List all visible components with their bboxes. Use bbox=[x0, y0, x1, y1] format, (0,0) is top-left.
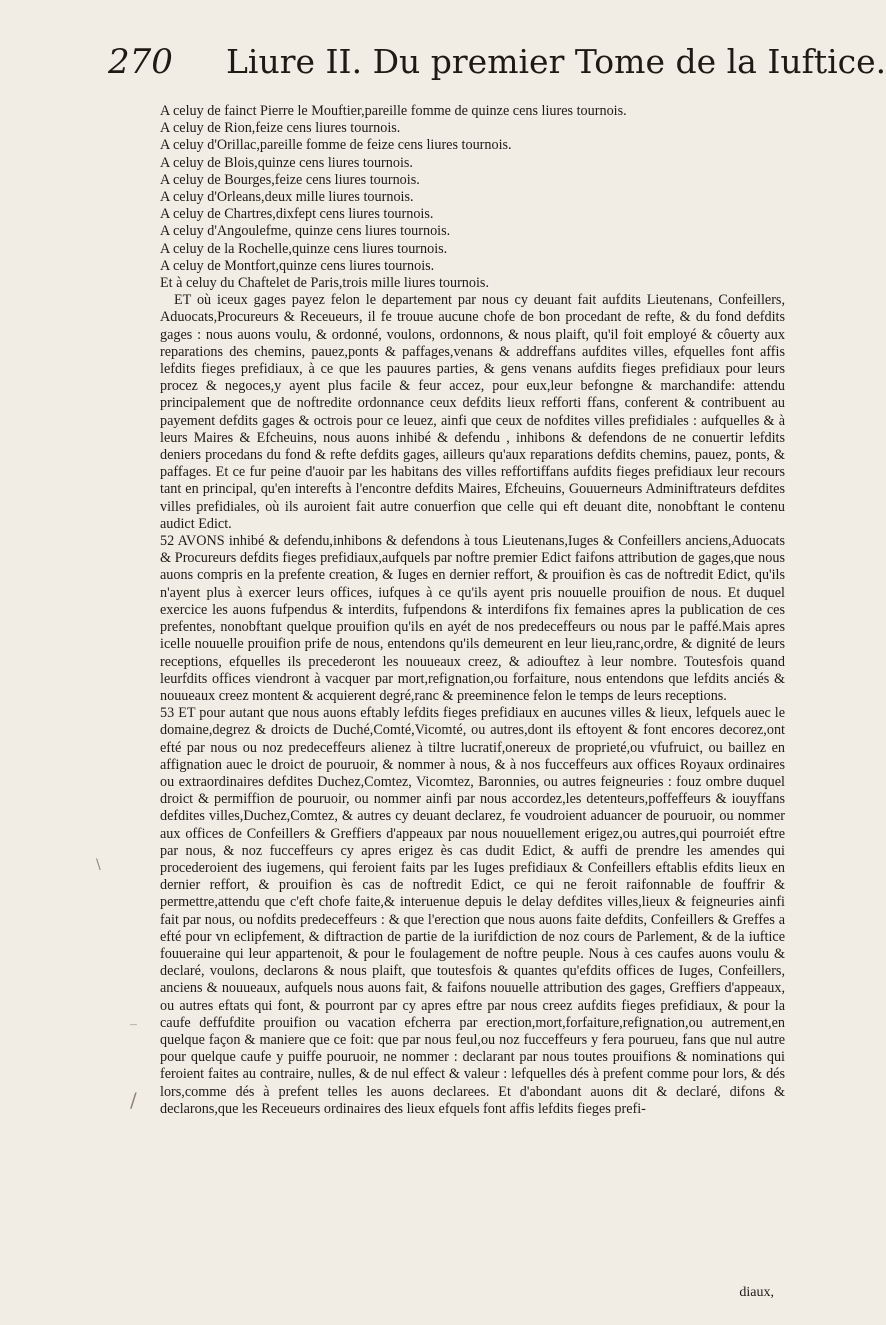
paragraph-article-51 bbox=[160, 292, 785, 533]
list-line: A celuy de Chartres,dixfept cens liures tournois. bbox=[160, 206, 434, 223]
page-header bbox=[108, 42, 886, 88]
body-text bbox=[160, 103, 785, 1118]
page-number: 270 bbox=[108, 42, 173, 82]
paragraph-text: AVONS inhibé & defendu,inhibons & defendons à tous Lieutenans,Iuges & Confeillers anciens,Aduocats & Procureurs defdits fieges prefidiaux,aufquels par noftre premier Edict faifons attribution de gages,que nous auons compris en la prefente creation, & Iuges en dernier reffort, & prouifion ès cas de noftredit Edict, qu'ils n'ayent plus à exercer leurs offices, iufques à ce qu'ils ayent pris nouuelle prouifion de nous. Et duquel exercice les auons fufpendus & interdits, fufpendons & interdifons fix femaines apres la publication de ces prefentes, nonobftant quelque prouifion qu'ils en ayét de nos predeceffeurs ou nous par le paffé.Mais apres icelle nouuelle prouifion prife de nous, entendons qu'ils demeurent en leur lieu,ranc,ordre, & dignité de leurs receptions, efquelles ils precederont les nouueaux creez, & adiouftez à leur nombre. Toutesfois quand leurfdits offices viendront à vacquer par mort,refignation,ou forfaiture, nous entendons que lefdits anciés & nouueaux creez montent & acquierent degré,ranc & preeminence felon le temps de leurs receptions. bbox=[160, 533, 786, 704]
paragraph-article-52 bbox=[160, 533, 785, 705]
list-line: A celuy de Blois,quinze cens liures tournois. bbox=[160, 154, 413, 171]
paragraph-article-53 bbox=[160, 705, 785, 1118]
margin-mark: \ bbox=[96, 857, 101, 873]
list-line: A celuy de Montfort,quinze cens liures tournois. bbox=[160, 257, 435, 274]
running-title: Liure II. Du premier Tome de la Iuftice. bbox=[226, 42, 886, 81]
article-number: 52 bbox=[160, 533, 175, 550]
paragraph-text: ET où iceux gages payez felon le departement par nous cy deuant fait aufdits Lieutenans, Confeillers, Aduocats,Procureurs & Receueurs, il fe trouue aucune chofe de bon procedant de refte, & du fond defdits gages : nous auons voulu, & ordonné, voulons, ordonnons, & nous plaift, qu'il foit employé & côuerty aux reparations des chemins, pauez,ponts & paffages,venans & addreffans aufdites villes, efquelles font affis lefdits fieges prefidiaux, à ce que les pauures parties, & gens venans aufdits fieges prefidiaux pour leurs procez & negoces,y ayent plus facile & feur accez, pour eux,leur befongne & marchandife: attendu principalement que de noftredite ordonnance ceux defdits lieux refforti ffans, conferent & contribuent au payement defdits gages & octrois pour ce leuez, ainfi que ceux de nofdites villes prefidiales : aufquelles & à leurs Maires & Efcheuins, nous auons inhibé & defendu , inhibons & defendons de ne conuertir lefdits deniers procedans du fond & refte defdits gages, ailleurs qu'aux reparations defdits chemins, pauez, ponts, & paffages. Et ce fur peine d'auoir par les habitans des villes reffortiffans aufdits fieges prefidiaux leur recours tant en principal, qu'en interefts à l'encontre defdits Maires, Efcheuins, Gouuerneurs Adminiftrateurs defdites villes prefidiales, où ils auroient fait autre conuerfion que celle qui eft deuant dite, nonobftant le contenu audict Edict. bbox=[160, 292, 785, 532]
list-line: Et à celuy du Chaftelet de Paris,trois mille liures tournois. bbox=[160, 275, 490, 292]
list-line: A celuy de Bourges,feize cens liures tournois. bbox=[160, 171, 420, 188]
paragraph-text: ET pour autant que nous auons eftably lefdits fieges prefidiaux en aucunes villes & lieux, lefquels auec le domaine,degrez & droicts de Duché,Comté,Vicomté, ou autres,dont ils eftoyent & font encores decorez,ont efté par nous ou noz predeceffeurs alienez à tiltre lucratif,onereux de proprieté,ou vfufruict, ou baillez en affignation auec le droict de pouruoir, & nommer à nous, & à nos fucceffeurs aux offices Royaux ordinaires ou extraordinaires defdites Duchez,Comtez, Vicomtez, Baronnies, ou autres feigneuries : fouz ombre duquel droict & permiffion de pouruoir, ou nommer ainfi par nous accordez,les detenteurs,poffeffeurs & iouyffans defdites villes,Duchez,Comtez, & autres cy deuant declarez, fe voudroient aduancer de pouruoir, ou nommer aux offices de Confeillers & Greffiers d'appeaux par nous nouuellement erigez,ou autres,qui pourroiét eftre par nous, & noz fucceffeurs cy apres erigez ès cas dudit Edict, & auffi de prendre les amendes qui procederoient des iugemens, qui feroient faits par les Iuges prefidiaux & Confeillers eftablis efdits lieux en dernier reffort, & prouifion ès cas de noftredit Edict, ce qui ne feroit raifonnable de fouffrir & permettre,attendu que c'eft chofe faite,& interuenue depuis le delay defdites villes,lieux & feigneuries ainfi fait par nous, ou nofdits predeceffeurs : & que l'erection que nous auons faite defdits, Confeillers & Greffes a efté pour vn eclipfement, & diftraction de partie de la iurifdiction de noz cours de Parlement, & de la iuftice fouueraine qui leur appartenoit, & pour le foulagement de noftre peuple. Nous à ces caufes auons voulu & declaré, voulons, declarons & nous plaift, que toutesfois & quantes qu'efdits offices de Iuges, Confeillers, anciens & nouueaux, aufquels nous auons fait, & faifons nouuelle attribution des gages, Greffiers d'appeaux, ou autres eftats qui font, & pourront par cy apres eftre par nous creez aufdits fieges prefidiaux, & pour la caufe deffufdite prouifion ou vacation efcherra par erection,mort,forfaiture,refignation,ou autrement,en quelque façon & maniere que ce foit: que par nous feul,ou noz fucceffeurs y fera pourueu, fans que nul autre pour quelque caufe y puiffe pouruoir, ne nommer : declarant par nous toutes prouifions & nominations qui feroient faites au contraire, nulles, & de nul effect & valeur : lefquelles dés à prefent comme pour lors, & dés lors,comme dés à prefent telles les auons declarees. Et d'abondant auons dit & declaré, difons & declarons,que les Receueurs ordinaires des lieux efquels font affis lefdits fieges prefi- bbox=[160, 705, 786, 1117]
list-line: A celuy d'Orleans,deux mille liures tournois. bbox=[160, 189, 414, 206]
list-line: A celuy d'Angoulefme, quinze cens liures tournois. bbox=[160, 223, 451, 240]
list-line: A celuy d'Orillac,pareille fomme de feize cens liures tournois. bbox=[160, 137, 512, 154]
margin-mark: / bbox=[130, 1088, 137, 1112]
list-line: A celuy de fainct Pierre le Mouftier,pareille fomme de quinze cens liures tournois. bbox=[160, 103, 627, 119]
list-line: A celuy de la Rochelle,quinze cens liures tournois. bbox=[160, 240, 448, 257]
margin-mark: _ bbox=[130, 1010, 137, 1026]
catchword: diaux, bbox=[739, 1285, 774, 1300]
list-line: A celuy de Rion,feize cens liures tournois. bbox=[160, 120, 401, 137]
article-number: 53 bbox=[160, 705, 175, 722]
